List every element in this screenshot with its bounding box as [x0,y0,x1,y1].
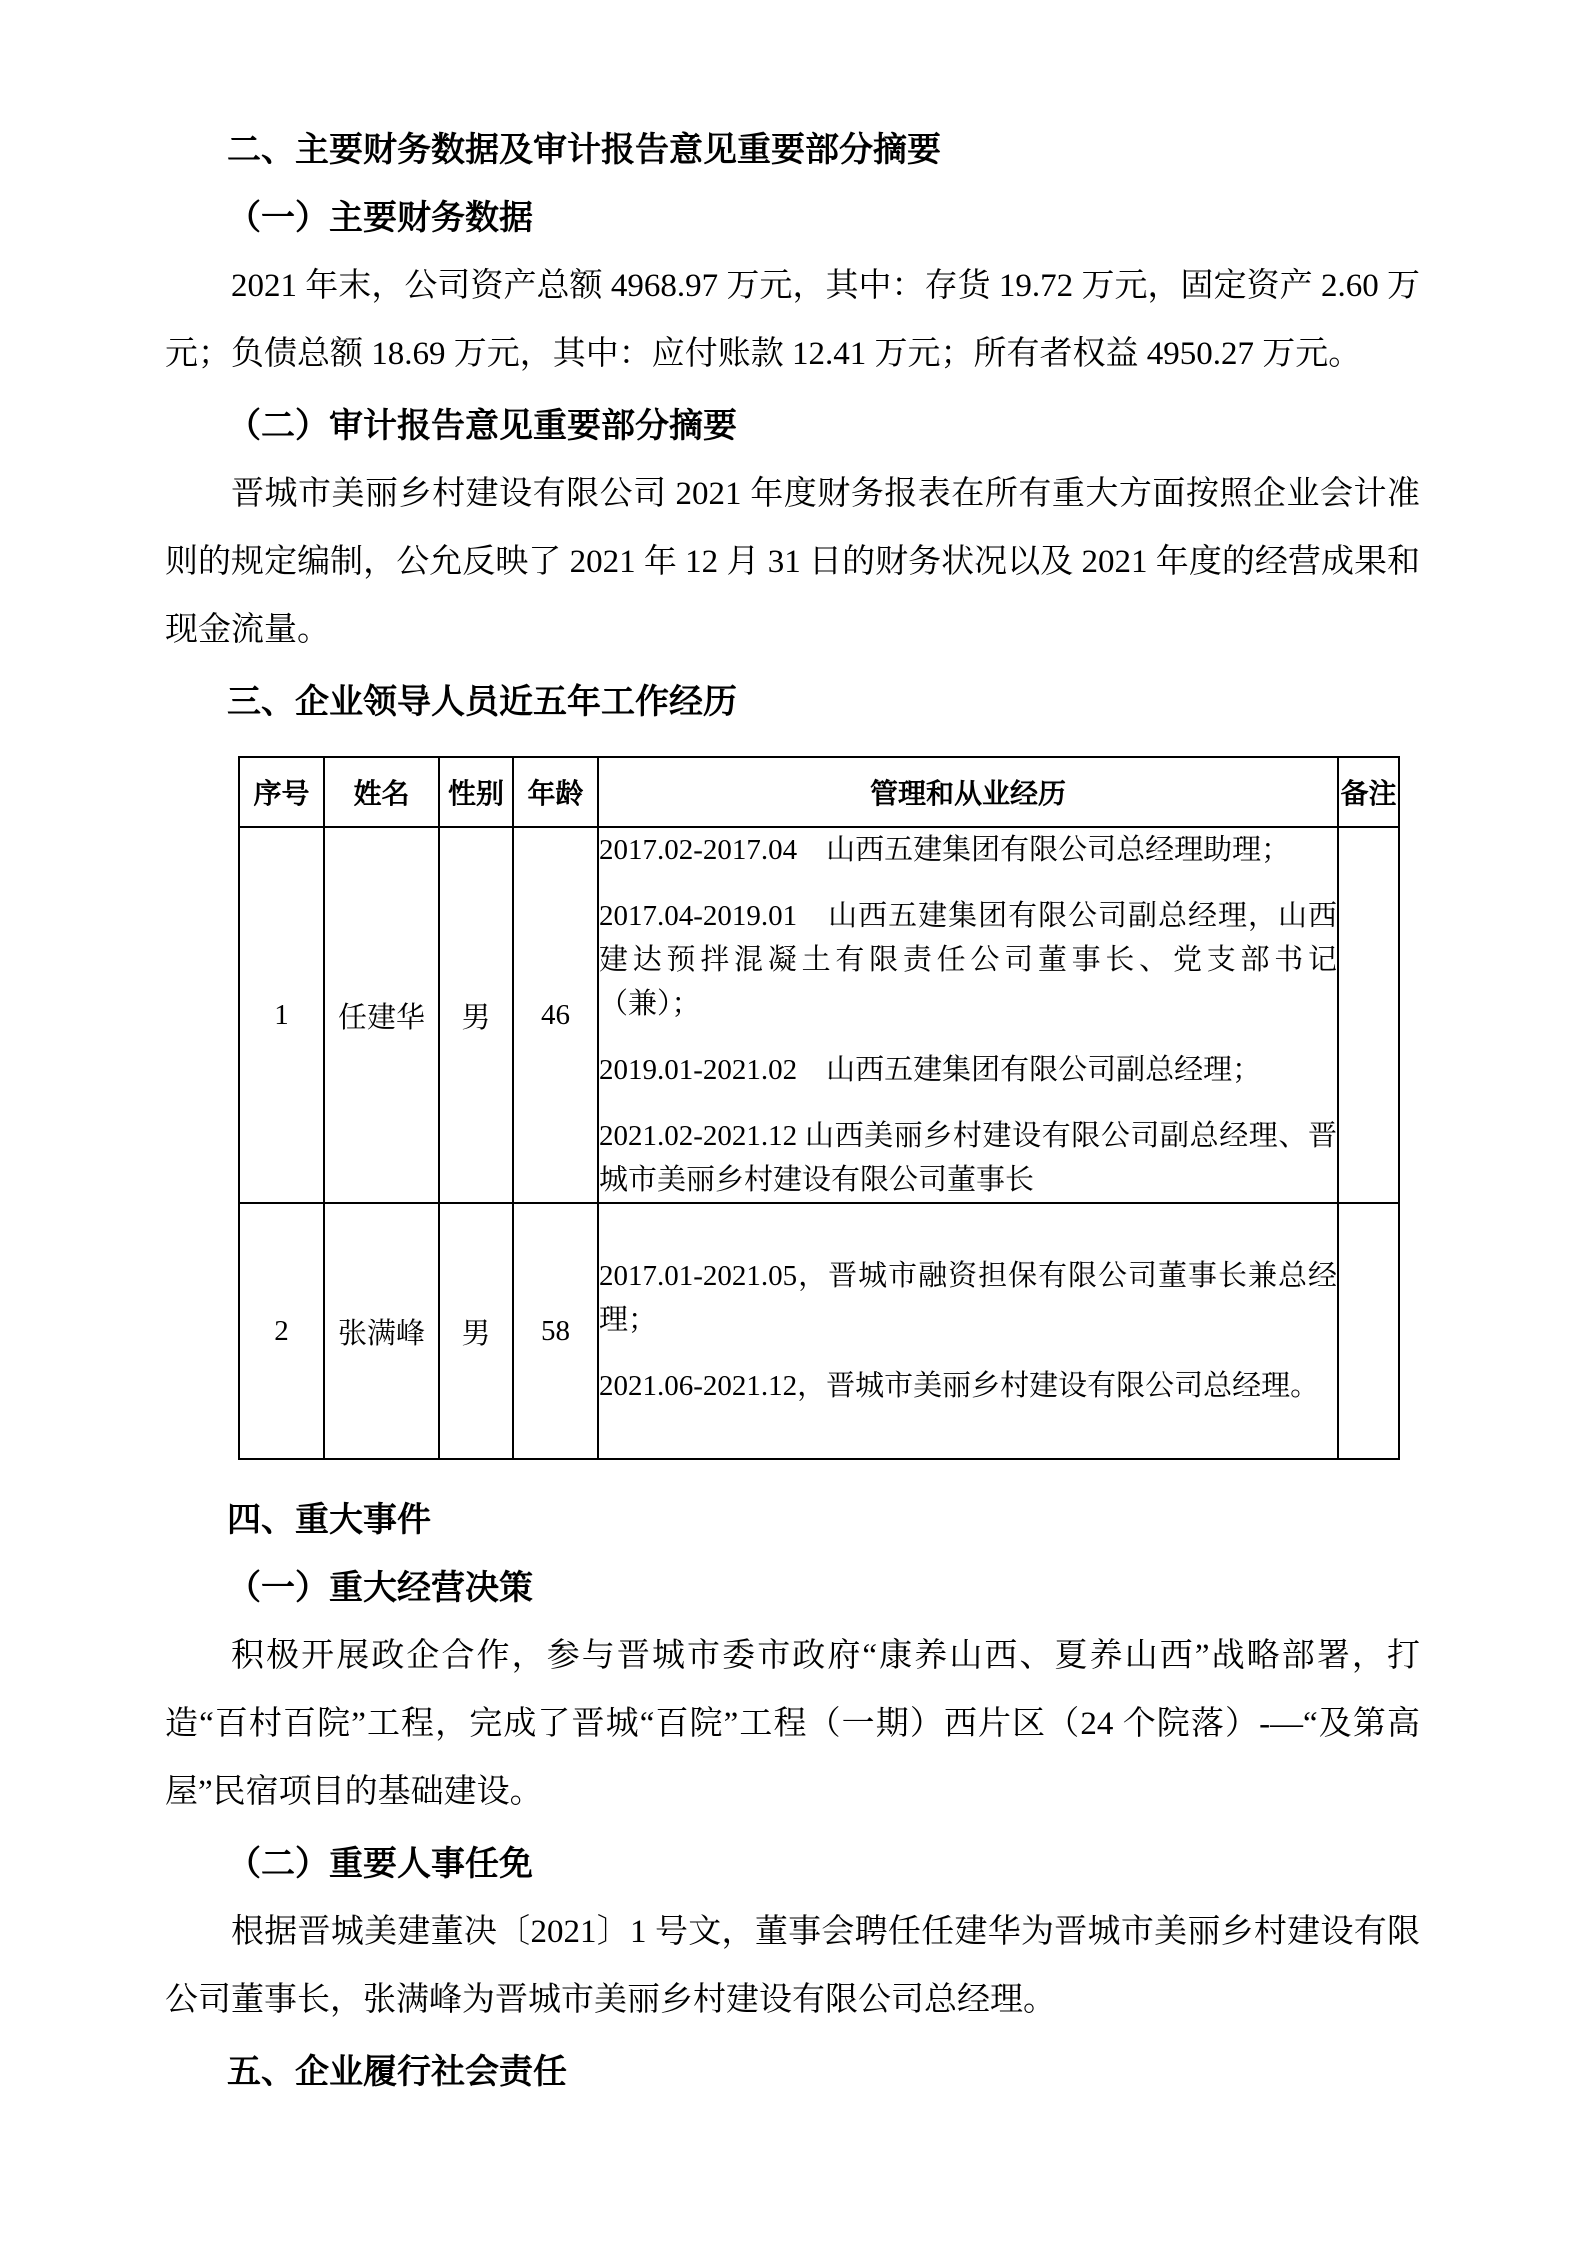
col-header-age: 年龄 [513,757,598,827]
cell-experience [598,827,1338,1203]
cell-name: 张满峰 [324,1203,439,1459]
cell-seq: 2 [239,1203,324,1459]
para-audit-opinion: 晋城市美丽乡村建设有限公司 2021 年度财务报表在所有重大方面按照企业会计准则的规定编制，公允反映了 2021 年 12 月 31 日的财务状况以及 2021 年度的经营成果和现金流量。 [165,476,1420,648]
heading-sub-2-1: （一）主要财务数据 [227,199,533,237]
col-header-experience: 管理和从业经历 [598,757,1338,827]
col-header-seq: 序号 [239,757,324,827]
heading-section-3: 三、企业领导人员近五年工作经历 [227,683,737,721]
cell-name: 任建华 [324,827,439,1203]
para-personnel: 根据晋城美建董决〔2021〕1 号文，董事会聘任任建华为晋城市美丽乡村建设有限公司董事长，张满峰为晋城市美丽乡村建设有限公司总经理。 [165,1914,1420,2018]
col-header-gender: 性别 [439,757,513,827]
experience-entry: 2017.01-2021.05，晋城市融资担保有限公司董事长兼总经理； [599,1260,1337,1336]
cell-note [1338,827,1399,1203]
experience-entry: 2021.06-2021.12，晋城市美丽乡村建设有限公司总经理。 [599,1370,1320,1402]
experience-entry: 2021.02-2021.12 山西美丽乡村建设有限公司副总经理、晋城市美丽乡村建设有限公司董事长 [599,1120,1337,1196]
table-header-row [239,757,1399,827]
heading-section-4: 四、重大事件 [227,1501,431,1539]
heading-sub-4-2: （二）重要人事任免 [227,1845,533,1883]
cell-experience [598,1203,1338,1459]
para-business-decision: 积极开展政企合作，参与晋城市委市政府“康养山西、夏养山西”战略部署，打造“百村百院”工程，完成了晋城“百院”工程（一期）西片区（24 个院落）-—“及第高屋”民宿项目的基础建设。 [165,1638,1420,1810]
heading-section-2: 二、主要财务数据及审计报告意见重要部分摘要 [227,131,941,169]
table-row [239,1203,1399,1459]
experience-entry: 2017.02-2017.04 山西五建集团有限公司总经理助理； [599,834,1291,866]
cell-note [1338,1203,1399,1459]
cell-age: 46 [513,827,598,1203]
experience-entry: 2019.01-2021.02 山西五建集团有限公司副总经理； [599,1054,1262,1086]
cell-age: 58 [513,1203,598,1459]
heading-section-5: 五、企业履行社会责任 [227,2053,567,2091]
leaders-table [238,756,1400,1460]
col-header-name: 姓名 [324,757,439,827]
heading-sub-2-2: （二）审计报告意见重要部分摘要 [227,407,737,445]
cell-gender: 男 [439,1203,513,1459]
heading-sub-4-1: （一）重大经营决策 [227,1569,533,1607]
table-row [239,827,1399,1203]
col-header-note: 备注 [1338,757,1399,827]
cell-seq: 1 [239,827,324,1203]
cell-gender: 男 [439,827,513,1203]
para-financial-data: 2021 年末，公司资产总额 4968.97 万元，其中：存货 19.72 万元，固定资产 2.60 万元；负债总额 18.69 万元，其中：应付账款 12.41 万元；所有者权益 4950.27 万元。 [165,268,1420,372]
experience-entry: 2017.04-2019.01 山西五建集团有限公司副总经理，山西建达预拌混凝土有限责任公司董事长、党支部书记（兼）； [599,900,1337,1020]
